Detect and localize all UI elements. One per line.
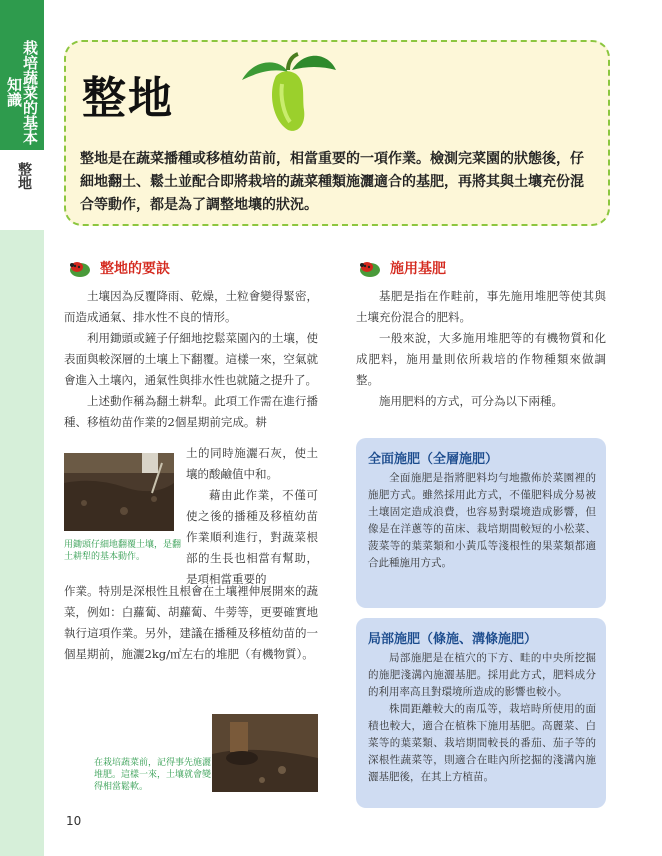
paragraph: 基肥是指在作畦前，事先施用堆肥等使其與土壤充份混合的肥料。 (356, 289, 606, 324)
paragraph: 上述動作稱為翻土耕犁。此項工作需在進行播種、移植幼苗作業的2個星期前完成。耕 (64, 394, 318, 429)
paragraph: 藉由此作業，不僅可使之後的播種及移植幼苗作業順利進行，對蔬菜根部的生長也相當有幫助，是項相當重要的 (186, 488, 318, 586)
paragraph: 局部施肥是在植穴的下方、畦的中央所挖掘的施肥淺溝內施灑基肥。採用此方式，肥料成分的利用率高且對環境所造成的影響也較小。 (368, 652, 596, 698)
paragraph: 土的同時施灑石灰，使土壤的酸鹼值中和。 (186, 446, 318, 481)
digging-photo (64, 453, 174, 531)
intro-text: 整地是在蔬菜播種或移植幼苗前，相當重要的一項作業。檢測完菜園的狀態後，仔細地翻土、鬆土並配合即將栽培的蔬菜種類施灑適合的基肥，再將其與土壤充份混合等動作，都是為了調整地壤的狀況。 (80, 151, 584, 213)
section-heading-left (66, 258, 170, 278)
page-title: 整地 (82, 73, 174, 124)
paragraph: 土壤因為反覆降雨、乾燥，土粒會變得緊密，而造成通氣、排水性不良的情形。 (64, 289, 318, 324)
paragraph: 株間距離較大的南瓜等，栽培時所使用的面積也較大，適合在植株下施用基肥。高麗菜、白菜等的葉菜類、栽培期間較長的番茄、茄子等的深根性蔬菜等，則適合在畦內所挖掘的淺溝內施灑基肥後，在其上方植苗。 (368, 703, 596, 783)
page-number: 10 (66, 814, 82, 828)
sidebar-tab-label: 整地 (16, 162, 32, 190)
compost-photo (212, 714, 318, 792)
section-title-left: 整地的要訣 (100, 261, 170, 277)
info-box-text (368, 650, 596, 786)
left-bottom-text (64, 581, 318, 665)
pepper-icon (228, 40, 338, 136)
paragraph: 一般來說，大多施用堆肥等的有機物質和化成肥料，施用量則依所栽培的作物種類來做調整。 (356, 331, 606, 387)
ladybug-icon (356, 258, 382, 278)
sidebar-tab (0, 150, 44, 230)
wrap-text (186, 443, 318, 590)
right-column-text (356, 286, 606, 412)
paragraph: 利用鋤頭或鏟子仔細地挖鬆菜園內的土壤，使表面與較深層的土壤上下翻覆。這樣一來，空氣就會進入土壤內，通氣性與排水性也就隨之提升了。 (64, 331, 318, 387)
sidebar-category-block (0, 0, 44, 150)
info-box-title: 局部施肥（條施、溝條施肥） (368, 632, 538, 647)
section-heading-right (356, 258, 446, 278)
info-box-full-fertilizing (356, 438, 606, 608)
sidebar-category: 栽培蔬菜的基本知識 (5, 39, 39, 145)
section-title-right: 施用基肥 (390, 261, 446, 277)
photo-caption: 在栽培蔬菜前，記得事先施灑堆肥。這樣一來，土壤就會變得相當鬆軟。 (94, 758, 212, 792)
paragraph: 作業。特別是深根性且根會在土壤裡伸展開來的蔬菜，例如：白蘿蔔、胡蘿蔔、牛蒡等，更要確實地執行這項作業。另外，建議在播種及移植幼苗的一個星期前，施灑2kg/㎡左右的堆肥（有機物質）。 (64, 584, 318, 661)
photo-caption: 用鋤頭仔細地翻覆土壤，是翻土耕犁的基本動作。 (64, 540, 182, 562)
paragraph: 施用肥料的方式，可分為以下兩種。 (379, 394, 563, 408)
info-box-title: 全面施肥（全層施肥） (368, 452, 499, 467)
info-box-text (368, 470, 596, 572)
left-column-text (64, 286, 318, 433)
paragraph: 全面施肥是指將肥料均勻地撒佈於菜園裡的施肥方式。雖然採用此方式，不僅肥料成分易被土壤固定造成浪費，也容易對環境造成影響，但像是在洋蔥等的苗床、栽培期間較短的小松菜、菠菜等的葉菜類和小黃瓜等淺根性的果菜類都適合此種施用方式。 (368, 472, 596, 569)
info-box-local-fertilizing (356, 618, 606, 808)
ladybug-icon (66, 258, 92, 278)
sidebar (0, 0, 44, 856)
